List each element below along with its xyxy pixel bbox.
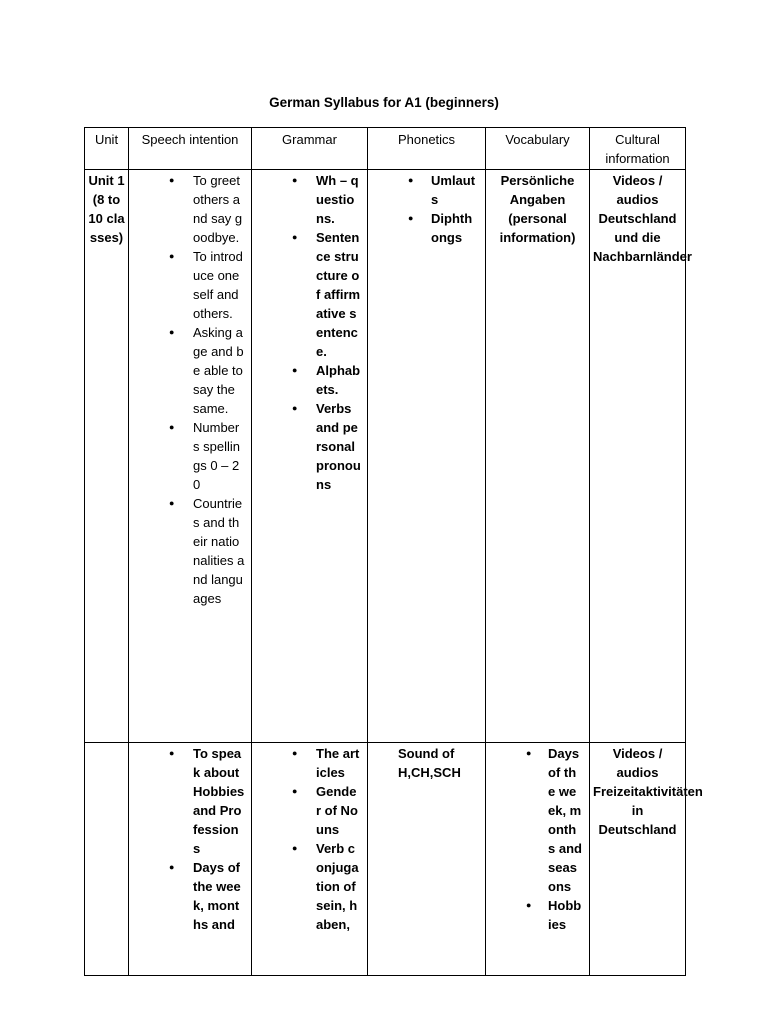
list-item: ● The articles (252, 744, 367, 782)
list-item: ● Umlauts (368, 171, 485, 209)
header-cultural-information: Cultural information (590, 128, 686, 170)
list-item: ● Alphabets. (252, 361, 367, 399)
table-row (85, 743, 686, 976)
phonetics-cell (368, 170, 486, 743)
phonetics-cell: Sound of H,CH,SCH (368, 743, 486, 976)
list-item: ● To speak about Hobbies and Professions (129, 744, 251, 858)
document-title: German Syllabus for A1 (beginners) (269, 95, 499, 110)
header-unit: Unit (85, 128, 129, 170)
grammar-cell (252, 170, 368, 743)
header-grammar: Grammar (252, 128, 368, 170)
speech-intention-cell (129, 170, 252, 743)
vocabulary-cell (486, 743, 590, 976)
table-row (85, 170, 686, 743)
cultural-information-cell: Videos / audios Deutschland und die Nachbarnländer (590, 170, 686, 743)
syllabus-table (84, 127, 703, 976)
list-item: ● Wh – questions. (252, 171, 367, 228)
unit-cell (85, 743, 129, 976)
grammar-cell (252, 743, 368, 976)
speech-intention-cell (129, 743, 252, 976)
list-item: ● Numbers spellings 0 – 20 (129, 418, 251, 494)
header-speech-intention: Speech intention (129, 128, 252, 170)
list-item: ● Days of the week, months and (129, 858, 251, 934)
header-row (85, 128, 686, 170)
header-phonetics: Phonetics (368, 128, 486, 170)
list-item: ● Countries and their nationalities and languages (129, 494, 251, 608)
list-item: ● Verb conjugation of sein, haben, (252, 839, 367, 934)
header-vocabulary: Vocabulary (486, 128, 590, 170)
list-item: ● Days of the week, months and seasons (486, 744, 589, 896)
list-item: ● Verbs and personal pronouns (252, 399, 367, 494)
list-item: ● Hobbies (486, 896, 589, 934)
list-item: ● Sentence structure of affirmative sentence. (252, 228, 367, 361)
list-item: ● To introduce oneself and others. (129, 247, 251, 323)
list-item: ● To greet others and say goodbye. (129, 171, 251, 247)
cultural-information-cell: Videos / audios Freizeitaktivitäten in Deutschland (590, 743, 686, 976)
vocabulary-cell: Persönliche Angaben (personal information) (486, 170, 590, 743)
unit-cell: Unit 1 (8 to 10 classes) (85, 170, 129, 743)
list-item: ● Asking age and be able to say the same. (129, 323, 251, 418)
list-item: ● Diphthongs (368, 209, 485, 247)
list-item: ● Gender of Nouns (252, 782, 367, 839)
